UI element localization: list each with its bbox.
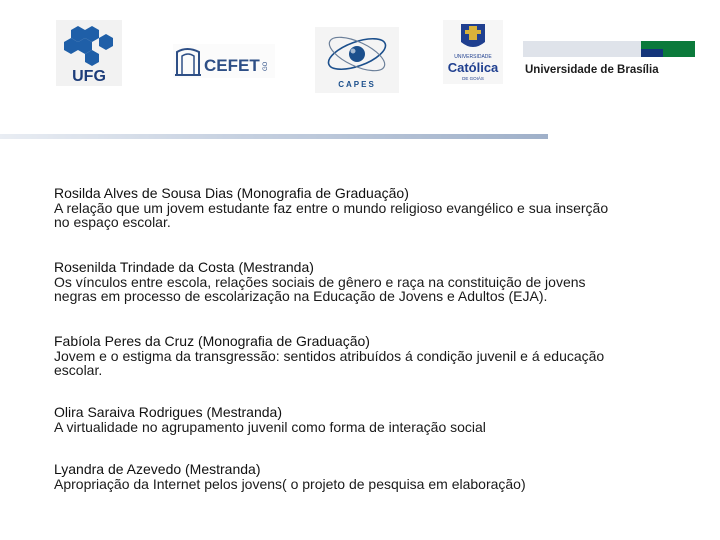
catolica-logo-text: Católica bbox=[447, 60, 499, 75]
entry-name: Fabíola Peres da Cruz (Monografia de Graduação) bbox=[54, 333, 370, 349]
list-item bbox=[54, 259, 704, 303]
entry-description-line: A relação que um jovem estudante faz entre o mundo religioso evangélico e sua inserção bbox=[54, 200, 609, 216]
list-item bbox=[54, 185, 704, 229]
cefet-logo bbox=[173, 44, 275, 78]
header-divider bbox=[0, 134, 548, 139]
entry-name: Lyandra de Azevedo (Mestranda) bbox=[54, 461, 261, 477]
list-item bbox=[54, 461, 704, 491]
list-item bbox=[54, 404, 704, 434]
catolica-logo-sub-text: DE GOIÁS bbox=[462, 76, 484, 81]
ufg-logo bbox=[56, 20, 122, 86]
cefet-logo-side-text: GO bbox=[263, 61, 269, 71]
unb-logo-text: Universidade de Brasília bbox=[525, 64, 659, 76]
unb-logo bbox=[523, 38, 695, 78]
entry-name: Rosenilda Trindade da Costa (Mestranda) bbox=[54, 259, 314, 275]
entry-description-line: no espaço escolar. bbox=[54, 214, 171, 230]
entry-description-line: Jovem e o estigma da transgressão: sentidos atribuídos á condição juvenil e á educação bbox=[54, 348, 605, 364]
ufg-logo-text: UFG bbox=[72, 68, 106, 85]
entry-description-line: escolar. bbox=[54, 362, 103, 378]
list-item bbox=[54, 333, 704, 377]
entry-name: Olira Saraiva Rodrigues (Mestranda) bbox=[54, 404, 282, 420]
cefet-logo-text: CEFET bbox=[204, 56, 260, 75]
entry-description-line: Apropriação da Internet pelos jovens( o projeto de pesquisa em elaboração) bbox=[54, 476, 526, 492]
catolica-logo bbox=[443, 20, 503, 84]
entry-description-line: Os vínculos entre escola, relações sociais de gênero e raça na constituição de jovens bbox=[54, 274, 586, 290]
capes-logo-text: CAPES bbox=[338, 80, 376, 89]
entry-name: Rosilda Alves de Sousa Dias (Monografia de Graduação) bbox=[54, 185, 409, 201]
catolica-logo-top-text: UNIVERSIDADE bbox=[454, 54, 492, 60]
capes-logo bbox=[315, 27, 399, 93]
entry-description-line: A virtualidade no agrupamento juvenil como forma de interação social bbox=[54, 419, 486, 435]
entry-description-line: negras em processo de escolarização na Educação de Jovens e Adultos (EJA). bbox=[54, 288, 548, 304]
